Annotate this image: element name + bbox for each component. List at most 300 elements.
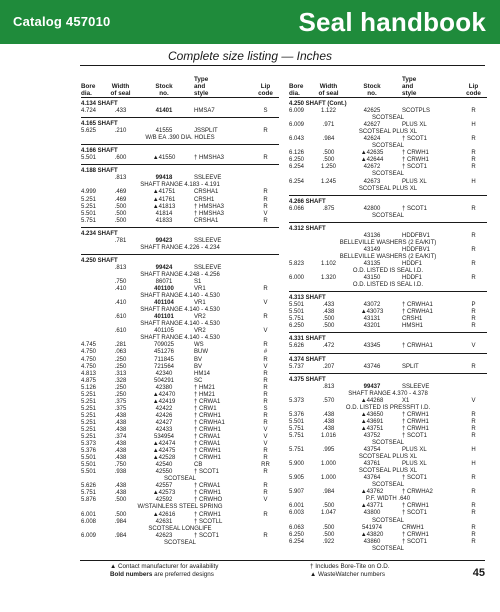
- seal-listing-row: [81, 455, 279, 462]
- listing-note: SCOTSEAL: [163, 539, 196, 546]
- stock-no-cell: 401104: [154, 300, 174, 307]
- seal-listing-row: [81, 211, 279, 218]
- listing-note: SCOTSEAL PLUS XL: [358, 185, 418, 192]
- type-style-cell: † CRWH1: [402, 503, 429, 510]
- lip-code-cell: V: [263, 434, 268, 441]
- seal-listing-row: [81, 155, 279, 162]
- lip-code-cell: R: [263, 391, 268, 398]
- type-style-cell: SSLEEVE: [194, 237, 222, 244]
- lip-code-cell: R: [471, 246, 476, 253]
- stock-no-cell: 42427: [155, 419, 173, 426]
- lip-code-cell: #: [263, 349, 268, 356]
- seal-listing-row: [289, 309, 487, 316]
- width-cell: .438: [114, 426, 127, 433]
- seal-listing-row: [289, 122, 487, 129]
- listing-note: SHAFT RANGE 4.248 - 4.256: [140, 271, 220, 278]
- lip-code-cell: R: [263, 511, 268, 518]
- type-style-cell: † CRWH1: [402, 150, 429, 157]
- seal-listing-row: [81, 204, 279, 211]
- width-cell: .600: [114, 155, 127, 162]
- shaft-section-heading: 4.165 SHAFT: [81, 121, 118, 128]
- width-cell: .375: [114, 405, 127, 412]
- stock-no-cell: ▲43762: [360, 489, 384, 496]
- stock-no-cell: 99423: [155, 237, 173, 244]
- bore-dia-cell: 5.626: [289, 343, 305, 350]
- stock-no-cell: 451276: [153, 349, 175, 356]
- page-title: Complete size listing — Inches: [167, 49, 333, 63]
- bore-dia-cell: 6.254: [289, 538, 305, 545]
- listing-note: SCOTSEAL: [371, 545, 404, 552]
- stock-no-cell: 42623: [155, 532, 173, 539]
- section-divider: [289, 332, 487, 333]
- width-cell: .328: [114, 377, 127, 384]
- bore-dia-cell: 5.501: [81, 462, 97, 469]
- stock-no-cell: ▲41813: [152, 203, 176, 210]
- lip-code-cell: R: [263, 128, 268, 135]
- lip-code-cell: S: [263, 405, 268, 412]
- seal-listing-row: [81, 238, 279, 245]
- width-cell: .374: [114, 434, 127, 441]
- seal-listing-row: [81, 519, 279, 526]
- width-cell: .313: [114, 370, 127, 377]
- stock-no-cell: 43149: [363, 246, 381, 253]
- header-stock-no: Stock no.: [363, 83, 381, 97]
- type-style-cell: BV: [194, 356, 203, 363]
- bore-dia-cell: 6.126: [289, 150, 305, 157]
- lip-code-cell: R: [471, 411, 476, 418]
- bore-dia-cell: 5.126: [81, 384, 97, 391]
- lip-code-cell: R: [471, 232, 476, 239]
- width-cell: .210: [114, 128, 127, 135]
- listing-note: SCOTSEAL: [371, 212, 404, 219]
- listing-note: SCOTSEAL LONGLIFE: [148, 525, 212, 532]
- lip-code-cell: V: [263, 426, 268, 433]
- listing-note: W/STAINLESS STEEL SPRING: [137, 504, 223, 511]
- header-type-and-style: Type and style: [402, 76, 417, 97]
- width-cell: .500: [114, 203, 127, 210]
- section-divider: [81, 164, 279, 165]
- width-cell: .438: [322, 411, 335, 418]
- type-style-cell: † CRWH1: [194, 455, 221, 462]
- bold-numbers-label: Bold numbers: [110, 570, 153, 578]
- lip-code-cell: V: [263, 441, 268, 448]
- stock-no-cell: 401101: [154, 314, 174, 321]
- column-header-row: [81, 71, 279, 98]
- seal-listing-row: [81, 512, 279, 519]
- header-width-of-seal: Width of seal: [110, 83, 131, 97]
- type-style-cell: HDDF1: [402, 275, 423, 282]
- seal-listing-row: [289, 489, 487, 496]
- width-cell: .922: [322, 538, 335, 545]
- stock-no-cell: ▲42470: [152, 391, 176, 398]
- seal-listing-row: [289, 136, 487, 143]
- width-cell: .438: [114, 448, 127, 455]
- seal-listing-row: [289, 475, 487, 482]
- width-cell: .438: [322, 425, 335, 432]
- type-style-cell: HMSH1: [402, 323, 424, 330]
- bore-dia-cell: 5.751: [289, 447, 305, 454]
- listing-note: W/B EA .390 DIA. HOLES: [145, 135, 215, 142]
- lip-code-cell: V: [263, 210, 268, 217]
- seal-listing-row: [81, 497, 279, 504]
- lip-code-cell: H: [471, 461, 476, 468]
- seal-listing-row: [81, 279, 279, 286]
- bore-dia-cell: 6.043: [289, 136, 305, 143]
- lip-code-cell: H: [471, 178, 476, 185]
- header-bore-dia: Bore dia.: [81, 83, 96, 97]
- lip-code-cell: R: [471, 205, 476, 212]
- seal-listing-row: [81, 392, 279, 399]
- bore-dia-cell: 6.008: [81, 518, 97, 525]
- type-style-cell: † CRWA1: [194, 398, 221, 405]
- stock-no-cell: ▲43073: [360, 309, 384, 316]
- stock-no-cell: 42673: [363, 178, 381, 185]
- stock-no-cell: 41814: [155, 210, 173, 217]
- width-cell: .438: [114, 490, 127, 497]
- lip-code-cell: R: [471, 260, 476, 267]
- type-style-cell: WS: [194, 342, 204, 349]
- type-style-cell: † CRWH1: [402, 418, 429, 425]
- seal-listing-row: [289, 247, 487, 254]
- listing-note: SHAFT RANGE 4.370 - 4.378: [348, 390, 428, 397]
- footer-divider: [80, 560, 485, 561]
- lip-code-cell: R: [471, 531, 476, 538]
- column-header-row: [289, 71, 487, 98]
- bore-dia-cell: 5.373: [289, 397, 305, 404]
- type-style-cell: † CRWH1: [194, 448, 221, 455]
- lip-code-cell: R: [471, 510, 476, 517]
- seal-listing-row: [289, 364, 487, 371]
- width-cell: .500: [322, 323, 335, 330]
- type-style-cell: † HM21: [194, 384, 216, 391]
- header-width-of-seal: Width of seal: [318, 83, 339, 97]
- seal-listing-row: [81, 448, 279, 455]
- seal-listing-row: [289, 206, 487, 213]
- type-style-cell: † CRWHA1: [402, 343, 433, 350]
- section-divider: [289, 222, 487, 223]
- width-cell: .500: [114, 497, 127, 504]
- type-style-cell: BV: [194, 363, 203, 370]
- seal-listing-row: [289, 275, 487, 282]
- section-divider: [289, 373, 487, 374]
- stock-no-cell: 86071: [155, 278, 173, 285]
- width-cell: .472: [322, 343, 335, 350]
- width-cell: .813: [114, 175, 127, 182]
- shaft-section-heading: 4.188 SHAFT: [81, 168, 118, 175]
- width-cell: .433: [114, 108, 127, 115]
- seal-listing-row: [289, 150, 487, 157]
- bore-dia-cell: [81, 300, 107, 307]
- stock-no-cell: 43746: [363, 363, 381, 370]
- bore-dia-cell: 6.003: [289, 510, 305, 517]
- stock-no-cell: 504291: [153, 377, 175, 384]
- bore-dia-cell: 5.251: [81, 391, 97, 398]
- lip-code-cell: S: [263, 108, 268, 115]
- shaft-section-heading: 4.266 SHAFT: [289, 198, 326, 205]
- bore-dia-cell: 5.751: [81, 490, 97, 497]
- lip-code-cell: R: [471, 157, 476, 164]
- type-style-cell: † CRWA1: [194, 434, 221, 441]
- listing-note: SHAFT RANGE 4.140 - 4.530: [140, 335, 220, 342]
- type-style-cell: † HM21: [194, 391, 216, 398]
- type-style-cell: † SCOT1: [402, 510, 428, 517]
- lip-code-cell: V: [263, 328, 268, 335]
- width-cell: .781: [114, 237, 127, 244]
- bore-dia-cell: 4.750: [81, 356, 97, 363]
- stock-no-cell: 42592: [155, 497, 173, 504]
- seal-listing-row: [81, 349, 279, 356]
- width-cell: .438: [114, 419, 127, 426]
- stock-no-cell: 401105: [154, 328, 174, 335]
- stock-no-cell: 711845: [154, 356, 174, 363]
- stock-no-cell: 42540: [155, 462, 173, 469]
- seal-listing-row: [289, 323, 487, 330]
- seal-listing-row: [81, 357, 279, 364]
- lip-code-cell: R: [263, 314, 268, 321]
- lip-code-cell: R: [263, 412, 268, 419]
- seal-listing-row: [289, 539, 487, 546]
- listing-note: SHAFT RANGE 4.226 - 4.234: [140, 244, 220, 251]
- seal-listing-row: [289, 384, 487, 391]
- lip-code-cell: RR: [261, 462, 270, 469]
- lip-code-cell: [252, 519, 279, 526]
- lip-code-cell: [252, 279, 279, 286]
- stock-no-cell: 43136: [363, 232, 381, 239]
- footer-legend-left: [110, 563, 218, 578]
- width-cell: .984: [114, 518, 127, 525]
- seal-listing-row: [81, 175, 279, 182]
- bore-dia-cell: 6.063: [289, 524, 305, 531]
- left-listing-body: [81, 101, 279, 547]
- seal-listing-row: [81, 364, 279, 371]
- bold-numbers-text: are preferred designs: [152, 570, 214, 578]
- seal-listing-row: [289, 419, 487, 426]
- lip-code-cell: R: [263, 469, 268, 476]
- type-style-cell: VR2: [194, 328, 206, 335]
- lip-code-cell: R: [263, 490, 268, 497]
- type-style-cell: † CRWH1: [194, 412, 221, 419]
- lip-code-cell: P: [471, 302, 476, 309]
- lip-code-cell: R: [471, 363, 476, 370]
- type-style-cell: † CRW1: [194, 405, 217, 412]
- seal-listing-row: [81, 108, 279, 115]
- stock-no-cell: ▲42419: [152, 398, 176, 405]
- bore-dia-cell: 5.625: [81, 128, 97, 135]
- width-cell: .438: [322, 418, 335, 425]
- type-style-cell: † SCOT1: [194, 469, 220, 476]
- bore-dia-cell: 5.501: [81, 155, 97, 162]
- type-style-cell: † CRWH1: [194, 511, 221, 518]
- bore-dia-cell: 6.254: [289, 178, 305, 185]
- header-lip-code: Lip code: [258, 83, 273, 97]
- stock-no-cell: 41833: [155, 217, 173, 224]
- width-cell: .500: [322, 316, 335, 323]
- type-style-cell: HM14: [194, 370, 211, 377]
- lip-code-cell: R: [263, 286, 268, 293]
- bore-dia-cell: 5.251: [81, 412, 97, 419]
- width-cell: .438: [322, 309, 335, 316]
- wastewatcher-note: ▲ WasteWatcher numbers: [310, 570, 386, 578]
- bold-numbers-note: [110, 571, 218, 579]
- bore-dia-cell: 5.751: [289, 425, 305, 432]
- type-style-cell: PLUS XL: [402, 178, 427, 185]
- listing-note: SHAFT RANGE 4.140 - 4.530: [140, 321, 220, 328]
- seal-listing-row: [81, 469, 279, 476]
- listing-note: SCOTSEAL: [371, 440, 404, 447]
- type-style-cell: HDDFBV1: [402, 246, 431, 253]
- shaft-section-heading: 4.313 SHAFT: [289, 295, 326, 302]
- listing-note: SCOTSEAL: [371, 143, 404, 150]
- width-cell: .971: [322, 122, 335, 129]
- width-cell: .438: [114, 483, 127, 490]
- type-style-cell: CRSHA1: [194, 189, 219, 196]
- bore-dia-cell: 5.373: [81, 441, 97, 448]
- lip-code-cell: R: [263, 377, 268, 384]
- bore-dia-cell: 5.251: [81, 426, 97, 433]
- lip-code-cell: R: [471, 432, 476, 439]
- lip-code-cell: R: [263, 155, 268, 162]
- lip-code-cell: R: [471, 323, 476, 330]
- bore-dia-cell: 5.501: [289, 418, 305, 425]
- stock-no-cell: 42800: [363, 205, 381, 212]
- bore-tite-note: † Includes Bore-Tite on O.D.: [310, 563, 390, 570]
- lip-code-cell: R: [471, 475, 476, 482]
- width-cell: .570: [322, 397, 335, 404]
- stock-no-cell: 42557: [155, 483, 173, 490]
- type-style-cell: SSLEEVE: [402, 383, 430, 390]
- bore-dia-cell: 5.823: [289, 260, 305, 267]
- bore-dia-cell: 6.250: [289, 157, 305, 164]
- type-style-cell: † CRWHA1: [402, 302, 433, 309]
- shaft-section-heading: 4.250 SHAFT (Cont.): [289, 101, 347, 107]
- lip-code-cell: R: [263, 196, 268, 203]
- type-style-cell: † CRWH1: [402, 411, 429, 418]
- stock-no-cell: 534954: [153, 434, 175, 441]
- section-divider: [289, 353, 487, 354]
- stock-no-cell: ▲43751: [360, 425, 384, 432]
- seal-listing-row: [289, 433, 487, 440]
- lip-code-cell: R: [471, 503, 476, 510]
- lip-code-cell: R: [471, 524, 476, 531]
- width-cell: 1.320: [320, 275, 336, 282]
- catalog-number: Catalog 457010: [13, 14, 111, 29]
- width-cell: .938: [114, 469, 127, 476]
- width-cell: 1.000: [320, 475, 336, 482]
- bore-dia-cell: 5.905: [289, 475, 305, 482]
- title-divider: [80, 65, 485, 66]
- seal-listing-row: [289, 503, 487, 510]
- type-style-cell: † CRWHA1: [402, 309, 433, 316]
- type-style-cell: PLUS XL: [402, 122, 427, 129]
- listing-note: SCOTSEAL: [371, 171, 404, 178]
- bore-dia-cell: [289, 384, 315, 391]
- bore-dia-cell: 5.501: [289, 309, 305, 316]
- listing-note: SCOTSEAL PLUS XL: [358, 468, 418, 475]
- section-divider: [289, 195, 487, 196]
- seal-listing-row: [81, 371, 279, 378]
- header-type-and-style: Type and style: [194, 76, 209, 97]
- width-cell: .438: [114, 455, 127, 462]
- type-style-cell: JSSPLIT: [194, 128, 218, 135]
- type-style-cell: SSLEEVE: [194, 264, 222, 271]
- type-style-cell: † HMSHA3: [194, 155, 225, 162]
- listing-note: SCOTSEAL: [163, 476, 196, 483]
- width-cell: .984: [322, 136, 335, 143]
- shaft-section-heading: 4.331 SHAFT: [289, 336, 326, 343]
- stock-no-cell: 42433: [155, 426, 173, 433]
- bore-dia-cell: [289, 247, 315, 254]
- lip-code-cell: [252, 238, 279, 245]
- lip-code-cell: V: [471, 343, 476, 350]
- width-cell: .610: [114, 328, 127, 335]
- seal-listing-row: [81, 533, 279, 540]
- seal-listing-row: [289, 525, 487, 532]
- type-style-cell: VR2: [194, 314, 206, 321]
- bore-dia-cell: 5.501: [289, 302, 305, 309]
- bore-dia-cell: [81, 328, 107, 335]
- header-bore-dia: Bore dia.: [289, 83, 304, 97]
- bore-dia-cell: 6.009: [289, 122, 305, 129]
- width-cell: .438: [114, 441, 127, 448]
- bore-dia-cell: 5.900: [289, 461, 305, 468]
- listing-note: SCOTSEAL: [371, 517, 404, 524]
- bore-dia-cell: 4.875: [81, 377, 97, 384]
- seal-listing-row: [289, 412, 487, 419]
- type-style-cell: SSLEEVE: [194, 175, 222, 182]
- lip-code-cell: R: [263, 217, 268, 224]
- stock-no-cell: 43764: [363, 475, 381, 482]
- seal-listing-row: [289, 233, 487, 240]
- stock-no-cell: 43761: [363, 461, 381, 468]
- width-cell: .500: [322, 524, 335, 531]
- bore-dia-cell: 5.376: [81, 448, 97, 455]
- handbook-title: Seal handbook: [298, 7, 486, 37]
- seal-listing-row: [81, 462, 279, 469]
- lip-code-cell: R: [263, 532, 268, 539]
- bore-dia-cell: 5.626: [81, 483, 97, 490]
- type-style-cell: HMSA7: [194, 108, 215, 115]
- stock-no-cell: ▲42474: [152, 441, 176, 448]
- listing-note: SCOTSEAL PLUS XL: [358, 129, 418, 136]
- type-style-cell: † CRWHA2: [402, 489, 433, 496]
- width-cell: .750: [114, 462, 127, 469]
- section-divider: [81, 227, 279, 228]
- stock-no-cell: 43135: [363, 260, 381, 267]
- seal-listing-row: [81, 483, 279, 490]
- bore-dia-cell: 6.001: [289, 503, 305, 510]
- lip-code-cell: R: [471, 316, 476, 323]
- bore-dia-cell: 5.751: [289, 432, 305, 439]
- bore-dia-cell: 5.876: [81, 497, 97, 504]
- stock-no-cell: ▲41550: [152, 155, 176, 162]
- lip-code-cell: R: [471, 275, 476, 282]
- lip-code-cell: [252, 265, 279, 272]
- bore-dia-cell: 5.501: [81, 455, 97, 462]
- bore-dia-cell: [81, 238, 107, 245]
- bore-dia-cell: 6.009: [289, 108, 305, 115]
- width-cell: .500: [322, 503, 335, 510]
- stock-no-cell: 42631: [155, 518, 173, 525]
- stock-no-cell: 41401: [155, 108, 173, 115]
- lip-code-cell: R: [471, 425, 476, 432]
- lip-code-cell: R: [471, 164, 476, 171]
- type-style-cell: CRWH1: [402, 524, 424, 531]
- section-divider: [81, 144, 279, 145]
- stock-no-cell: 42550: [155, 469, 173, 476]
- width-cell: [315, 233, 342, 240]
- lip-code-cell: [252, 175, 279, 182]
- section-divider: [289, 291, 487, 292]
